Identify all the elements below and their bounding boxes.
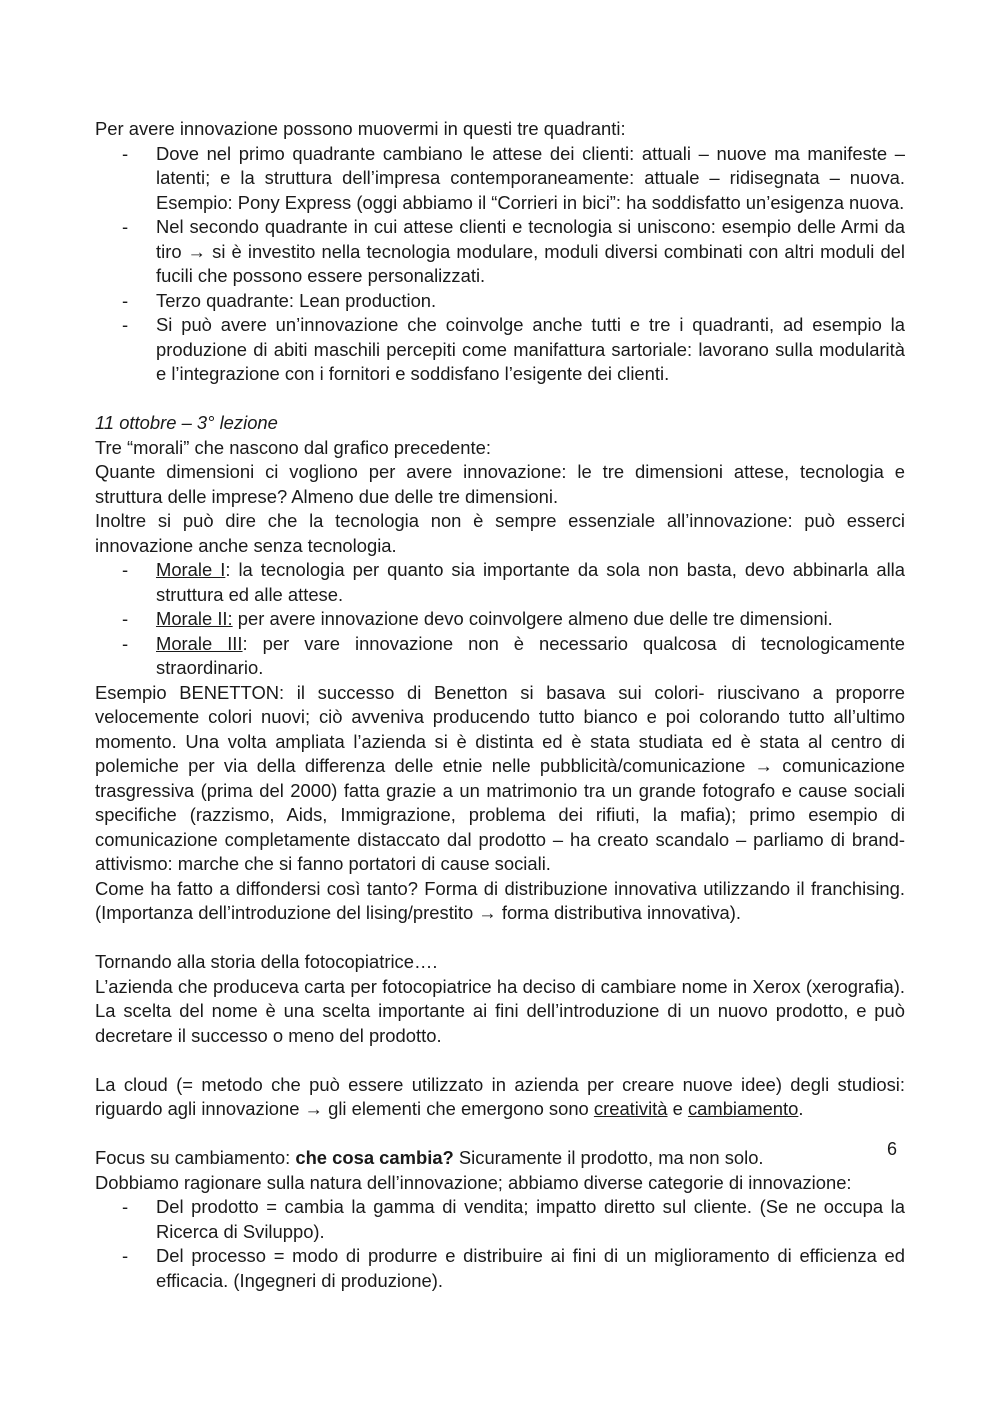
focus-question: che cosa cambia? [295,1147,454,1168]
quadrants-intro: Per avere innovazione possono muovermi in questi tre quadranti: [95,118,626,139]
moral-text: per avere innovazione devo coinvolgere almeno due delle tre dimensioni. [232,608,833,629]
lecture-heading: 11 ottobre – 3° lezione [95,412,278,433]
list-item: - Si può avere un’innovazione che coinvolge anche tutti e tre i quadranti, ad esempio la produzione di abiti maschili percepiti come manifattura sartoriale: lavorano sulla modularità e l’integrazione con i fornitori e soddisfano l’esigente dei clienti. [95,313,905,387]
paragraph: Quante dimensioni ci vogliono per avere innovazione: le tre dimensioni attese, tecnologia e struttura delle imprese? Almeno due delle tre dimensioni. [95,461,905,507]
cloud-paragraph [95,1073,905,1122]
paragraph: Tornando alla storia della fotocopiatrice…. [95,951,438,972]
franchising-paragraph: Come ha fatto a diffondersi così tanto? Forma di distribuzione innovativa utilizzando il franchising. (Importanza dell’introduzione del lising/prestito → forma distributiva innovativa). [95,877,905,923]
cloud-conjunction: e [667,1098,688,1119]
list-item: - Dove nel primo quadrante cambiano le attese dei clienti: attuali – nuove ma manifeste – latenti; e la struttura dell’impresa contemporaneamente: attuale – ridisegnata – nuova. Esempio: Pony Express (oggi abbiamo il “Corrieri in bici”: ha soddisfatto un’esigenza nuova. [95,142,905,216]
list-item: - Del processo = modo di produrre e distribuire ai fini di un miglioramento di efficienza ed efficacia. (Ingegneri di produzione). [95,1244,905,1293]
spacer [95,1122,905,1147]
morals-list [95,558,905,681]
moral-item [95,607,905,632]
moral-label: Morale I [156,559,226,580]
focus-text-end: Sicuramente il prodotto, ma non solo. [453,1147,764,1168]
page-content [95,117,905,1293]
moral-label: Morale II: [156,608,233,629]
moral-item [95,632,905,681]
innovation-categories-list [95,1195,905,1293]
cloud-text: La cloud (= metodo che può essere utilizzato in azienda per creare nuove idee) degli studiosi: riguardo agli innovazione → gli elementi che emergono sono [95,1073,905,1119]
keyword-cambiamento: cambiamento [687,1098,799,1119]
xerox-paragraph: L’azienda che produceva carta per fotocopiatrice ha deciso di cambiare nome in Xerox (xerografia). La scelta del nome è una scelta importante ai fini dell’introduzione di un nuovo prodotto, e può decretare il successo o meno del prodotto. [95,975,905,1046]
benetton-paragraph: Esempio BENETTON: il successo di Benetton si basava sui colori- riuscivano a proporre velocemente colori nuovi; ciò avveniva producendo tutto bianco e poi colorando tutto all’ultimo momento. Una volta ampliata l’azienda si è distinta ed è stata studiata ed è stata al centro di polemiche per via della differenza delle etnie nelle pubblicità/comunicazione → comunicazione trasgressiva (prima del 2000) fatta grazie a un matrimonio tra un grande fotografo e cause sociali specifiche (razzismo, Aids, Immigrazione, problema dei rifiuti, la mafia); primo esempio di comunicazione completamente distaccato dal prodotto – ha creato scandalo – parliamo di brand-attivismo: marche che si fanno portatori di cause sociali. [95,681,905,874]
focus-paragraph [95,1146,905,1171]
quadrants-list [95,142,905,387]
paragraph: Dobbiamo ragionare sulla natura dell’innovazione; abbiamo diverse categorie di innovazione: [95,1171,852,1193]
page-number: 6 [887,1139,898,1159]
keyword-creativita: creatività [593,1098,668,1119]
spacer [95,926,905,951]
paragraph: Inoltre si può dire che la tecnologia non è sempre essenziale all’innovazione: può esserci innovazione anche senza tecnologia. [95,510,905,556]
cloud-end: . [798,1098,804,1119]
list-item: - Nel secondo quadrante in cui attese clienti e tecnologia si uniscono: esempio delle Armi da tiro → si è investito nella tecnologia modulare, moduli diversi combinati con altri moduli del fucili che possono essere personalizzati. [95,215,905,289]
moral-label: Morale III [156,632,243,654]
moral-item [95,558,905,607]
paragraph: Tre “morali” che nascono dal grafico precedente: [95,436,491,458]
list-item: - Terzo quadrante: Lean production. [95,289,905,314]
focus-text: Focus su cambiamento: [95,1147,296,1168]
moral-text: : la tecnologia per quanto sia importante da sola non basta, devo abbinarla alla struttura ed alle attese. [156,559,905,605]
spacer [95,1048,905,1073]
list-item: - Del prodotto = cambia la gamma di vendita; impatto diretto sul cliente. (Se ne occupa la Ricerca di Sviluppo). [95,1195,905,1244]
moral-text: : per vare innovazione non è necessario qualcosa di tecnologicamente straordinario. [156,632,906,678]
spacer [95,387,905,412]
